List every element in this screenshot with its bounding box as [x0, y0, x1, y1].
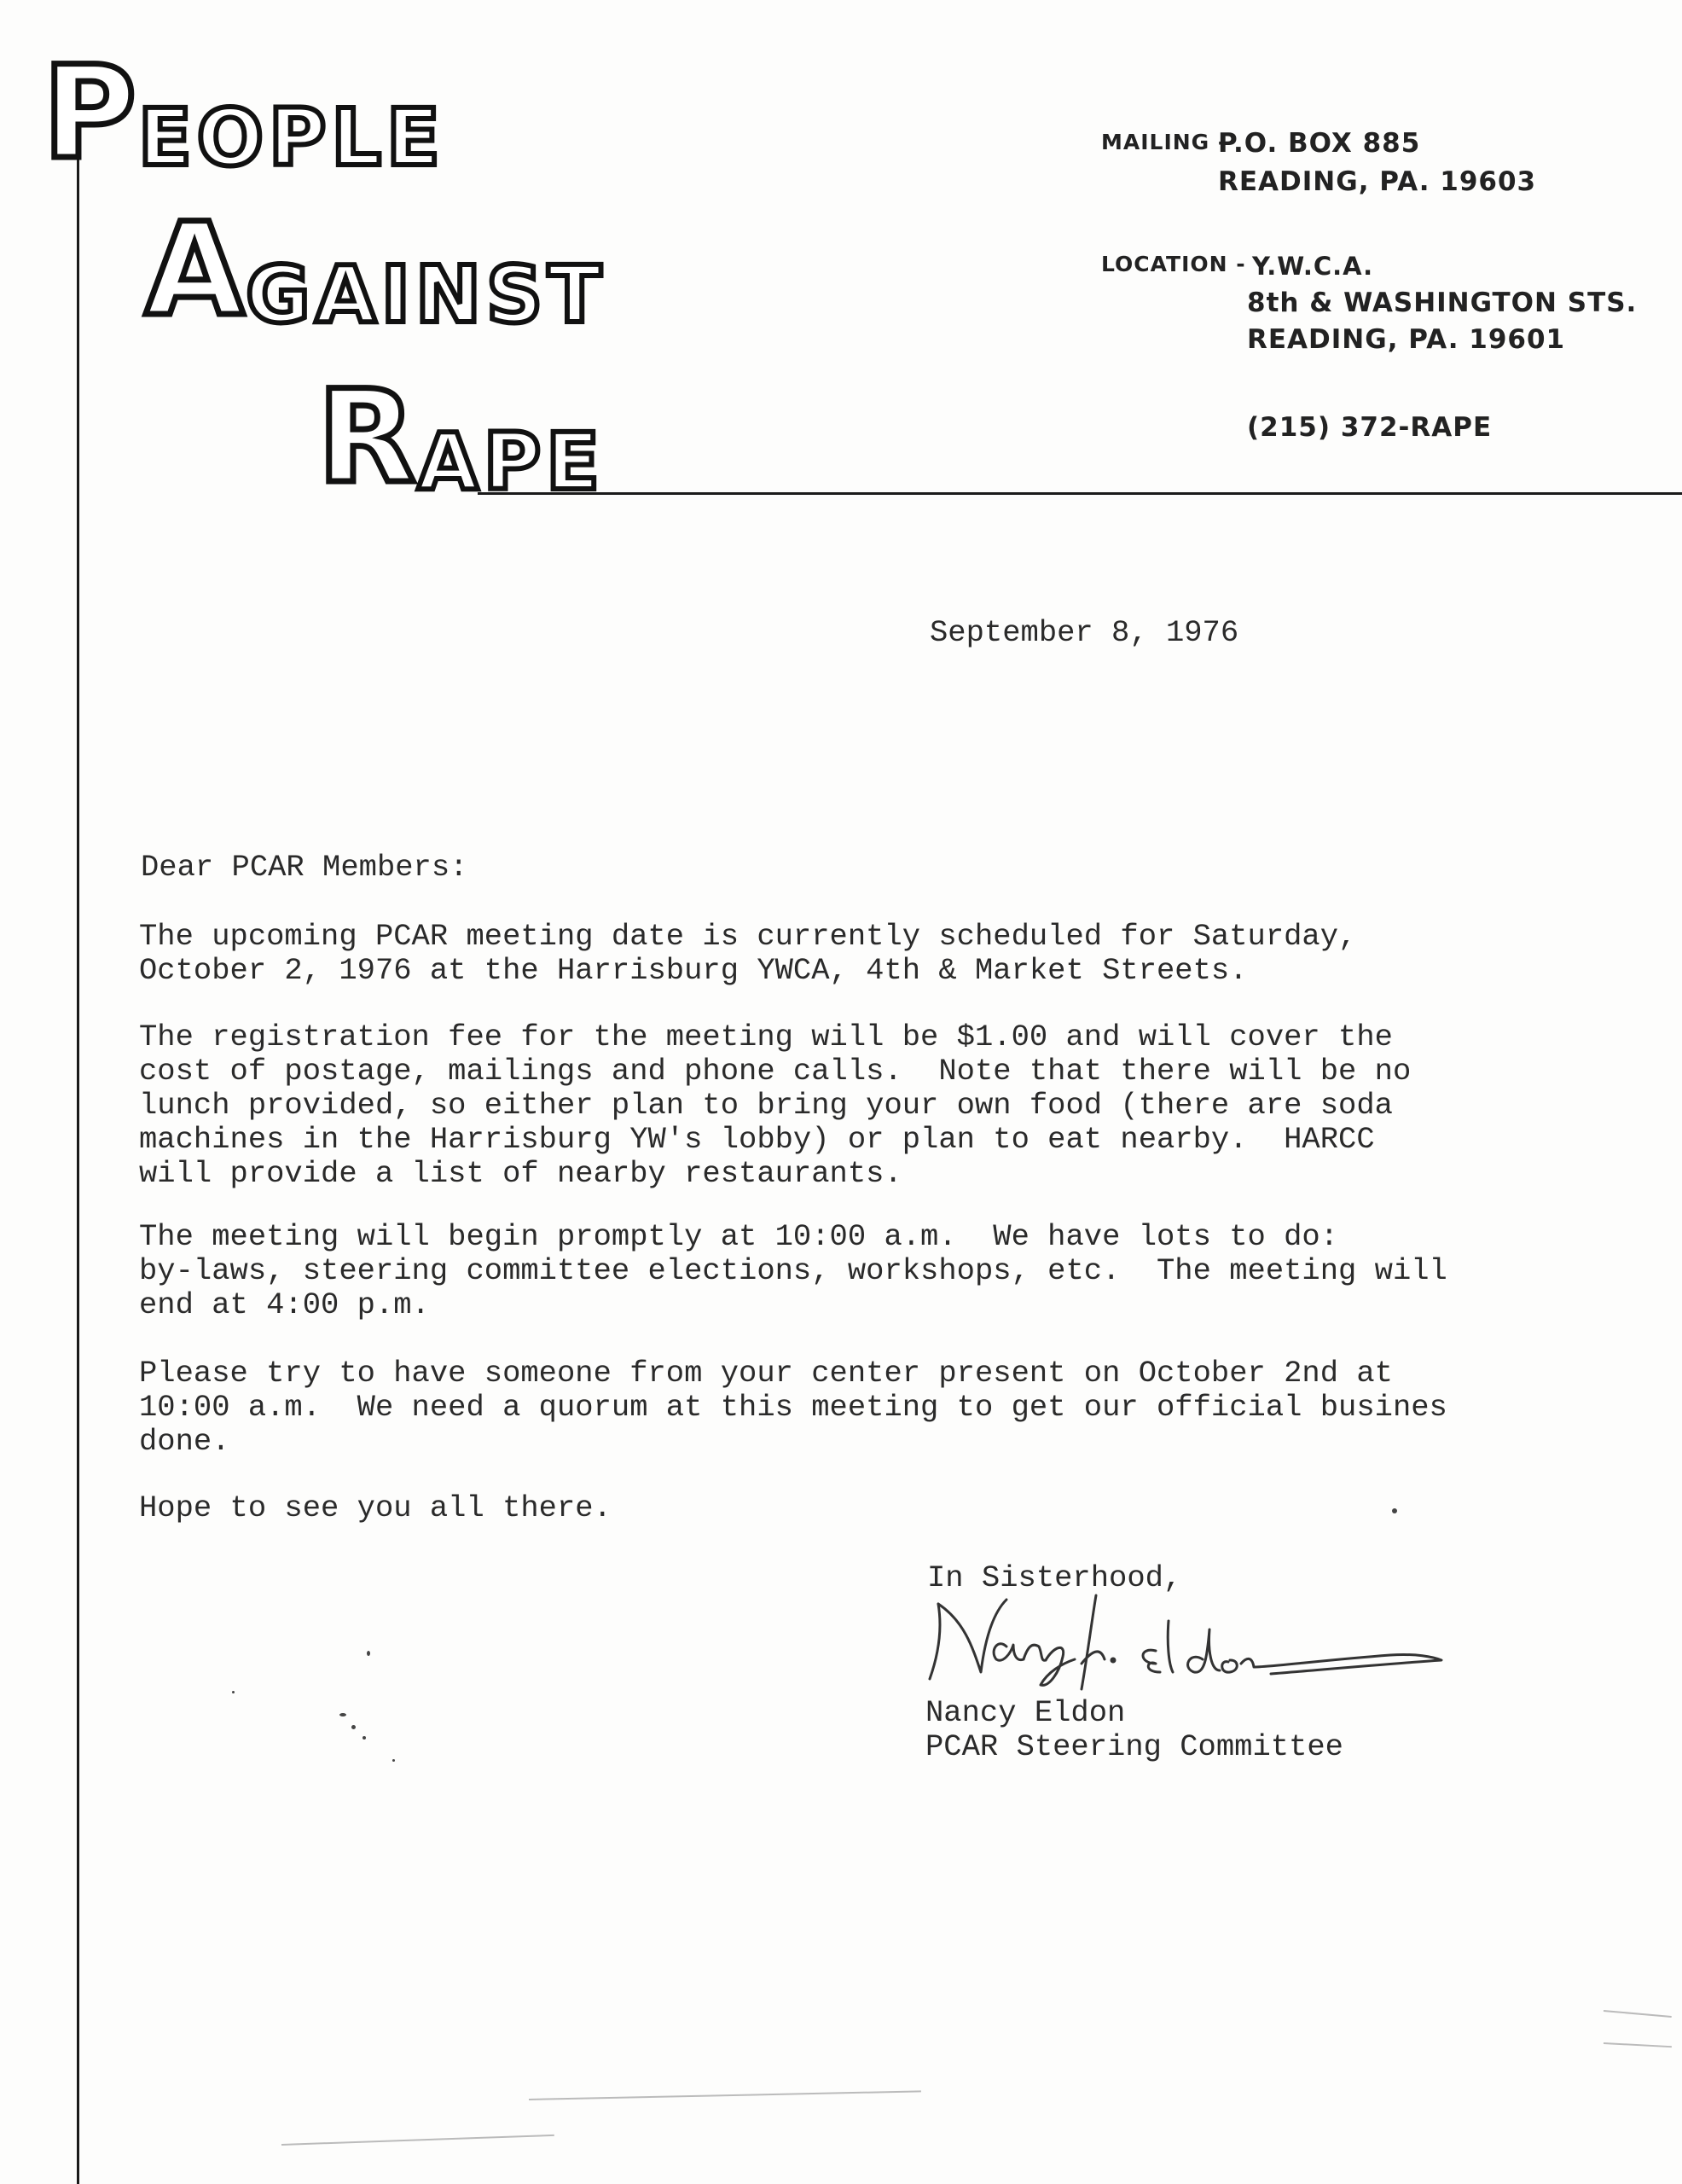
mailing-address-line2: READING, PA. 19603	[1218, 166, 1537, 197]
scan-streak	[529, 2090, 921, 2100]
paragraph-quorum: Please try to have someone from your center present on October 2nd at 10:00 a.m. We need a quorum at this meeting to get our official busines done.	[139, 1356, 1447, 1459]
scan-streak	[281, 2135, 554, 2146]
signer-name: Nancy Eldon	[925, 1695, 1126, 1730]
logo-rest: GAINST	[246, 249, 607, 340]
logo-word-people	[43, 39, 445, 188]
letterhead-divider	[478, 492, 1682, 495]
scan-speck	[367, 1651, 370, 1656]
scan-speck	[392, 1759, 395, 1762]
letterhead-left-rule	[77, 128, 79, 2184]
logo-initial: P	[43, 39, 138, 188]
closing: In Sisterhood,	[927, 1560, 1182, 1595]
scan-speck	[362, 1736, 366, 1740]
scan-streak	[1604, 2010, 1672, 2018]
paragraph-meeting-time: The meeting will begin promptly at 10:00 a.m. We have lots to do: by-laws, steering committee elections, workshops, etc. The meeting will end at 4:00 p.m.	[139, 1219, 1447, 1322]
scan-speck	[351, 1725, 356, 1729]
logo-rest: EOPLE	[137, 92, 445, 183]
location-label: LOCATION -	[1101, 252, 1246, 276]
handwritten-signature	[913, 1578, 1467, 1698]
paragraph-registration-fee: The registration fee for the meeting will be $1.00 and will cover the cost of postage, mailings and phone calls. Note that there will be no lunch provided, so either plan to bring your own food (there are soda machines in the Harrisburg YW's lobby) or plan to eat nearby. HARCC will provide a list of nearby restaurants.	[139, 1019, 1412, 1191]
mailing-label: MAILING -	[1101, 130, 1228, 154]
logo-initial: A	[145, 196, 246, 345]
location-line1: Y.W.C.A.	[1252, 252, 1374, 281]
location-line3: READING, PA. 19601	[1247, 324, 1566, 355]
paragraph-meeting-date: The upcoming PCAR meeting date is currently scheduled for Saturday, October 2, 1976 at the Harrisburg YWCA, 4th & Market Streets.	[139, 919, 1357, 988]
scan-speck	[232, 1691, 235, 1693]
scan-speck	[1392, 1508, 1397, 1513]
scan-streak	[1604, 2042, 1672, 2048]
logo-rest: APE	[417, 416, 605, 508]
signer-title: PCAR Steering Committee	[925, 1729, 1343, 1764]
location-line2: 8th & WASHINGTON STS.	[1247, 288, 1638, 318]
salutation: Dear PCAR Members:	[141, 850, 468, 885]
mailing-address-line1: P.O. BOX 885	[1218, 128, 1421, 159]
logo-word-rape	[317, 363, 605, 512]
letter-date: September 8, 1976	[930, 615, 1239, 650]
paragraph-sign-off: Hope to see you all there.	[139, 1490, 612, 1525]
scan-speck	[339, 1713, 346, 1716]
logo-word-against	[145, 196, 607, 345]
phone-number: (215) 372-RAPE	[1247, 412, 1493, 443]
logo-initial: R	[317, 363, 418, 512]
